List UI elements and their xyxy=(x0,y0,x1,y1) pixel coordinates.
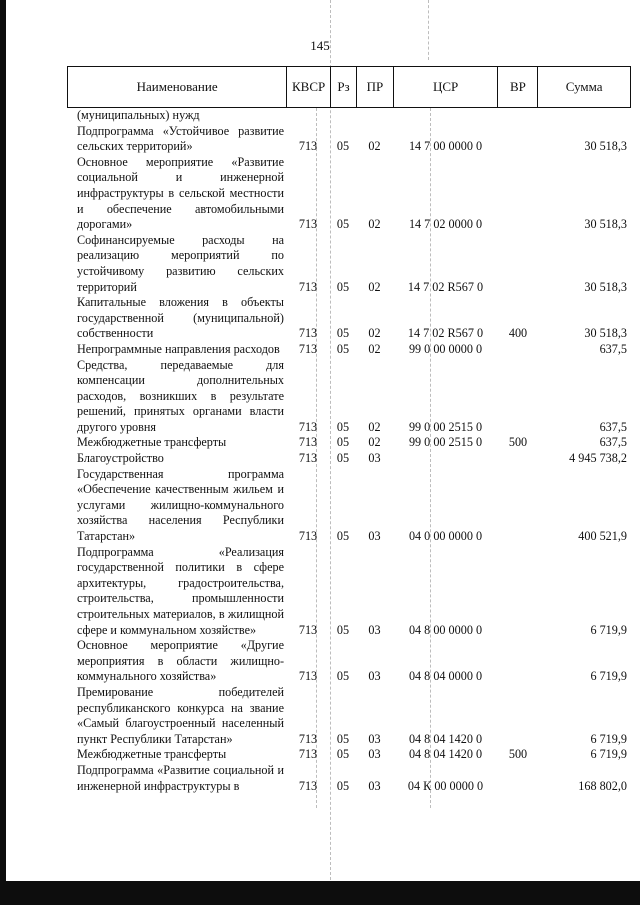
page-number: 145 xyxy=(310,38,330,53)
row-vr: 400 xyxy=(508,326,528,341)
row-sum: 6 719,9 xyxy=(590,669,627,684)
row-name: Основное мероприятие «Развитие социальной и инженерной инфраструктуры в сельской местности и обеспечение автомобильными дорогами» xyxy=(77,154,284,232)
table-row xyxy=(67,545,631,639)
row-vr: 500 xyxy=(508,747,528,762)
table-row xyxy=(67,295,631,342)
row-kvsr: 713 xyxy=(298,622,318,637)
scan-edge-bottom xyxy=(0,881,640,905)
row-name: Межбюджетные трансферты xyxy=(77,435,227,450)
row-name: Благоустройство xyxy=(77,451,164,466)
row-sum: 400 521,9 xyxy=(578,529,627,544)
row-csr: 99 0 00 0000 0 xyxy=(408,341,483,356)
table-row xyxy=(67,233,631,295)
row-name: Капитальные вложения в объекты государственной (муниципальной) собственности xyxy=(77,295,284,341)
row-kvsr: 713 xyxy=(298,326,318,341)
row-kvsr: 713 xyxy=(298,217,318,232)
table-row xyxy=(67,342,631,358)
row-csr: 99 0 00 2515 0 xyxy=(408,419,483,434)
row-sum: 6 719,9 xyxy=(590,747,627,762)
row-sum: 30 518,3 xyxy=(584,217,627,232)
row-rz: 05 xyxy=(336,326,350,341)
row-kvsr: 713 xyxy=(298,139,318,154)
row-pr: 02 xyxy=(368,341,381,356)
row-sum: 168 802,0 xyxy=(578,778,627,793)
row-pr: 03 xyxy=(368,669,381,684)
row-csr: 04 К 00 0000 0 xyxy=(407,778,484,793)
header-sum: Сумма xyxy=(537,67,630,107)
row-sum: 637,5 xyxy=(599,419,627,434)
row-sum: 4 945 738,2 xyxy=(569,451,627,466)
table-row xyxy=(67,467,631,545)
row-rz: 05 xyxy=(336,669,350,684)
row-kvsr: 713 xyxy=(298,669,318,684)
row-csr: 14 7 02 R567 0 xyxy=(407,326,484,341)
row-sum: 30 518,3 xyxy=(584,139,627,154)
row-sum: 6 719,9 xyxy=(590,731,627,746)
row-rz: 05 xyxy=(336,279,350,294)
row-name: Премирование победителей республиканского конкурса на звание «Самый благоустроенный населенный пункт Республики Татарстан» xyxy=(77,684,284,746)
table-row xyxy=(67,358,631,436)
row-name: Подпрограмма «Реализация государственной политики в сфере архитектуры, градостроительства, строительства, промышленности строительных материалов, в жилищной сфере и коммунальном хозяйстве» xyxy=(77,544,284,637)
row-csr: 99 0 00 2515 0 xyxy=(408,435,483,450)
row-rz: 05 xyxy=(336,778,350,793)
table-row xyxy=(67,451,631,467)
table-row xyxy=(67,638,631,685)
row-kvsr: 713 xyxy=(298,341,318,356)
row-name: Подпрограмма «Устойчивое развитие сельских территорий» xyxy=(77,123,284,154)
row-sum: 637,5 xyxy=(599,341,627,356)
row-rz: 05 xyxy=(336,451,350,466)
row-pr: 03 xyxy=(368,778,381,793)
header-pr: ПР xyxy=(356,67,393,107)
row-name: (муниципальных) нужд xyxy=(77,108,200,122)
row-pr: 03 xyxy=(368,451,381,466)
table-row xyxy=(67,108,631,124)
row-name: Государственная программа «Обеспечение качественным жильем и услугами жилищно-коммунального хозяйства населения Республики Татарстан» xyxy=(77,466,284,544)
row-name: Средства, передаваемые для компенсации дополнительных расходов, возникших в результате решений, принятых органами власти другого уровня xyxy=(77,357,284,434)
table-row xyxy=(67,685,631,747)
table-header xyxy=(67,66,631,108)
row-pr: 02 xyxy=(368,217,381,232)
row-rz: 05 xyxy=(336,529,350,544)
row-csr: 04 8 00 0000 0 xyxy=(408,622,483,637)
row-rz: 05 xyxy=(336,139,350,154)
row-kvsr: 713 xyxy=(298,747,318,762)
row-vr: 500 xyxy=(508,435,528,450)
column-guide xyxy=(428,0,429,60)
header-name: Наименование xyxy=(136,79,218,94)
row-pr: 03 xyxy=(368,747,381,762)
row-csr: 04 8 04 0000 0 xyxy=(408,669,483,684)
row-pr: 02 xyxy=(368,419,381,434)
budget-table-body xyxy=(67,108,631,794)
row-kvsr: 713 xyxy=(298,778,318,793)
scan-edge-left xyxy=(0,0,6,905)
row-kvsr: 713 xyxy=(298,419,318,434)
row-rz: 05 xyxy=(336,341,350,356)
row-rz: 05 xyxy=(336,747,350,762)
row-name: Подпрограмма «Развитие социальной и инженерной инфраструктуры в xyxy=(77,762,284,793)
row-rz: 05 xyxy=(336,731,350,746)
row-sum: 637,5 xyxy=(599,435,627,450)
row-csr: 14 7 02 R567 0 xyxy=(407,279,484,294)
row-sum: 6 719,9 xyxy=(590,622,627,637)
row-kvsr: 713 xyxy=(298,435,318,450)
row-sum: 30 518,3 xyxy=(584,279,627,294)
table-row xyxy=(67,435,631,451)
row-csr: 04 8 04 1420 0 xyxy=(408,747,483,762)
row-csr: 04 0 00 0000 0 xyxy=(408,529,483,544)
row-pr: 02 xyxy=(368,279,381,294)
row-pr: 02 xyxy=(368,435,381,450)
row-kvsr: 713 xyxy=(298,731,318,746)
header-rz: Рз xyxy=(330,67,356,107)
table-row xyxy=(67,155,631,233)
row-pr: 03 xyxy=(368,622,381,637)
row-kvsr: 713 xyxy=(298,279,318,294)
row-name: Основное мероприятие «Другие мероприятия в области жилищно-коммунального хозяйства» xyxy=(77,638,284,684)
row-csr: 14 7 00 0000 0 xyxy=(408,139,483,154)
row-pr: 02 xyxy=(368,139,381,154)
row-rz: 05 xyxy=(336,622,350,637)
header-kvsr: КВСР xyxy=(286,67,330,107)
row-name: Непрограммные направления расходов xyxy=(77,341,280,356)
row-rz: 05 xyxy=(336,435,350,450)
row-pr: 03 xyxy=(368,529,381,544)
row-pr: 03 xyxy=(368,731,381,746)
row-sum: 30 518,3 xyxy=(584,326,627,341)
row-name: Межбюджетные трансферты xyxy=(77,747,227,762)
row-kvsr: 713 xyxy=(298,451,318,466)
row-rz: 05 xyxy=(336,419,350,434)
header-csr: ЦСР xyxy=(393,67,498,107)
row-kvsr: 713 xyxy=(298,529,318,544)
header-vr: ВР xyxy=(497,67,537,107)
row-name: Софинансируемые расходы на реализацию мероприятий по устойчивому развитию сельских территорий xyxy=(77,232,284,294)
table-row xyxy=(67,124,631,155)
row-pr: 02 xyxy=(368,326,381,341)
row-csr: 14 7 02 0000 0 xyxy=(408,217,483,232)
table-row xyxy=(67,747,631,763)
row-csr: 04 8 04 1420 0 xyxy=(408,731,483,746)
row-rz: 05 xyxy=(336,217,350,232)
table-row xyxy=(67,763,631,794)
